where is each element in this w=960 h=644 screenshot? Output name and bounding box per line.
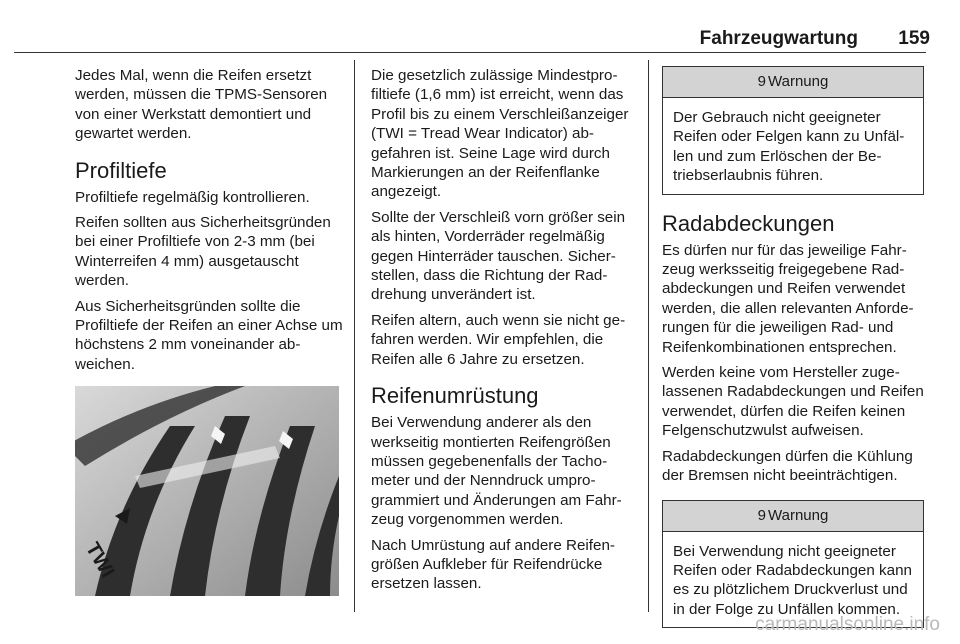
paragraph-approved-covers: Es dürfen nur für das jeweilige Fahrzeug werksseitig freigegebene Radabdeckungen und Reifen verwendet werden, die allen relevanten Anforderungen für die jeweiligen Rad- und Reifenkombinationen entsprechen. xyxy=(662,241,914,356)
paragraph-tpms: Jedes Mal, wenn die Reifen ersetzt werden, müssen die TPMS-Sensoren von einer Werkstatt demontiert und gewartet werden. xyxy=(75,67,328,143)
column-divider-1 xyxy=(354,60,355,612)
column-3 xyxy=(662,66,924,644)
paragraph-no-rim-protector: Werden keine vom Hersteller zugelassenen Radabdeckungen und Reifen verwendet, dürfen die Reifen keinen Felgenschutzwulst aufweisen. xyxy=(662,364,924,440)
paragraph-tire-aging: Reifen altern, auch wenn sie nicht gefahren werden. Wir empfehlen, die Reifen alle 6 Jahre zu ersetzen. xyxy=(371,311,626,368)
warning-box-2 xyxy=(662,500,924,629)
twi-marking: TWI xyxy=(81,539,119,582)
warning-body-2: Bei Verwendung nicht geeigneter Reifen oder Radabdeckungen kann es zu plötzlichem Druckverlust und in der Folge zu Unfällen kommen. xyxy=(673,542,912,618)
heading-reifenumruestung: Reifenumrüstung xyxy=(371,383,539,409)
warning-header-2 xyxy=(663,501,923,532)
heading-radabdeckungen: Radabdeckungen xyxy=(662,210,835,236)
column-1 xyxy=(75,66,351,596)
watermark: carmanualsonline.info xyxy=(755,614,940,635)
paragraph-axle-difference: Aus Sicherheitsgründen sollte die Profiltiefe der Reifen an einer Achse um höchstens 2 mm voneinander abweichen. xyxy=(75,297,343,373)
header-rule xyxy=(14,52,926,53)
paragraph-rotate-wheels: Sollte der Verschleiß vorn größer sein als hinten, Vorderräder regelmäßig gegen Hinterräder tauschen. Sicherstellen, dass die Richtung der Raddrehung unverändert ist. xyxy=(371,208,626,304)
tire-tread-illustration xyxy=(75,386,339,596)
paragraph-pressure-label: Nach Umrüstung auf andere Reifengrößen Aufkleber für Reifendrücke ersetzen lassen. xyxy=(371,536,615,593)
warning-header-1 xyxy=(663,67,923,98)
paragraph-minimum-depth: Die gesetzlich zulässige Mindestprofiltiefe (1,6 mm) ist erreicht, wenn das Profil bis zu einem Verschleißanzeiger (TWI = Tread Wear Indicator) abgefahren ist. Seine Lage wird durch Markierungen an der Reifenflanke angezeigt. xyxy=(371,67,629,201)
warning-box-1 xyxy=(662,66,924,195)
paragraph-replace-depth: Reifen sollten aus Sicherheitsgründen bei einer Profiltiefe von 2-3 mm (bei Winterreifen 4 mm) ausgetauscht werden. xyxy=(75,214,331,290)
column-divider-2 xyxy=(648,60,649,612)
paragraph-brake-cooling: Radabdeckungen dürfen die Kühlung der Bremsen nicht beeinträchtigen. xyxy=(662,447,913,485)
paragraph-other-sizes: Bei Verwendung anderer als den werkseitig montierten Reifengrößen müssen gegebenenfalls der Tachometer und der Nenndruck umprogrammiert und Änderungen am Fahrzeug vorgenommen werden. xyxy=(371,414,622,529)
warning-title-2: Warnung xyxy=(768,506,829,524)
warning-title-1: Warnung xyxy=(768,73,829,90)
column-2 xyxy=(371,66,635,600)
warning-body-1: Der Gebrauch nicht geeigneter Reifen oder Felgen kann zu Unfällen und zum Erlöschen der Betriebserlaubnis führen. xyxy=(673,109,905,185)
section-title: Fahrzeugwartung xyxy=(699,28,858,49)
tire-tread-figure xyxy=(75,386,339,596)
page-number: 159 xyxy=(898,28,930,49)
warning-icon: 9 xyxy=(757,73,767,90)
warning-icon: 9 xyxy=(757,506,767,524)
heading-profiltiefe: Profiltiefe xyxy=(75,157,167,183)
paragraph-check-depth: Profiltiefe regelmäßig kontrollieren. xyxy=(75,188,310,206)
